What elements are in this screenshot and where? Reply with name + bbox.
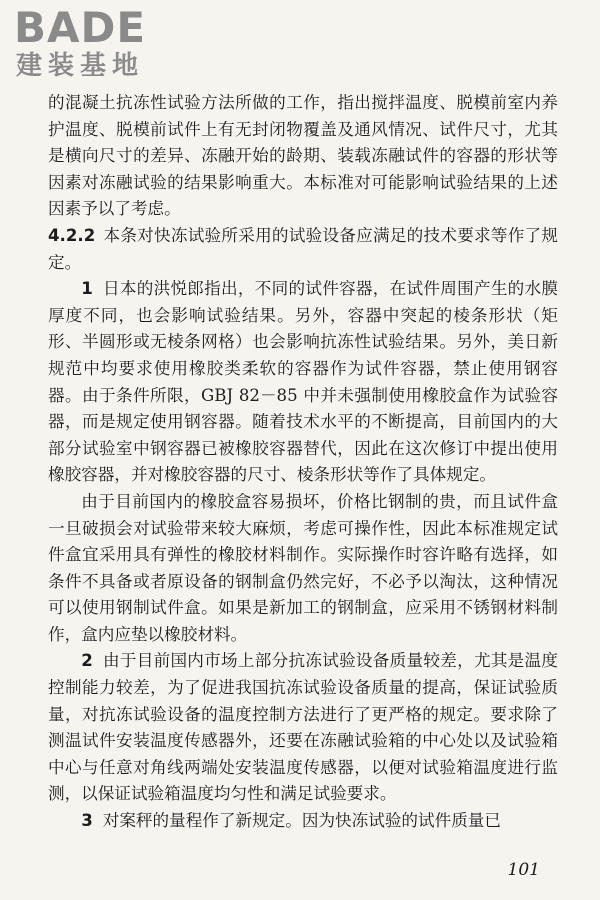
logo-brand: BADE	[14, 3, 147, 52]
bade-logo	[14, 3, 184, 84]
document-body	[48, 90, 558, 835]
section-number: 4.2.2	[48, 225, 96, 245]
logo-subtitle: 建装基地	[16, 51, 145, 81]
paragraph-text: 对案秤的量程作了新规定。因为快冻试验的试件质量已	[102, 811, 501, 831]
item-number: 3	[81, 811, 93, 831]
section-4-2-2	[48, 223, 558, 276]
item-1-continuation	[48, 489, 558, 649]
item-3	[48, 808, 558, 835]
item-2	[48, 648, 558, 808]
paragraph-text: 由于目前国内的橡胶盒容易损坏，价格比钢制的贵，而且试件盒一旦破损会对试验带来较大麻烦，考虑可操作性，因此本标准规定试件盒宜采用具有弹性的橡胶材料制作。实际操作时容许略有选择，如条件不具备或者原设备的钢制盒仍然完好，不必予以淘汰，这种情况可以使用钢制试件盒。如果是新加工的钢制盒，应采用不锈钢材料制作，盒内应垫以橡胶材料。	[48, 491, 558, 644]
paragraph-text: 本条对快冻试验所采用的试验设备应满足的技术要求等作了规定。	[48, 225, 558, 272]
paragraph-continuation	[48, 90, 558, 223]
item-number: 1	[81, 279, 93, 299]
paragraph-text: 日本的洪悦郎指出，不同的试件容器，在试件周围产生的水膜厚度不同，也会影响试验结果。另外，容器中突起的棱条形状（矩形、半圆形或无棱条网格）也会影响抗冻性试验结果。另外，美日新规范中均要求使用橡胶类柔软的容器作为试件容器，禁止使用钢容器。由于条件所限，GBJ 82－85 中并未强制使用橡胶盒作为试验容器，而是规定使用钢容器。随着技术水平的不断提高，目前国内的大部分试验室中钢容器已被橡胶容器替代，因此在这次修订中提出使用橡胶容器，并对橡胶容器的尺寸、棱条形状等作了具体规定。	[48, 279, 558, 485]
paragraph-text: 由于目前国内市场上部分抗冻试验设备质量较差，尤其是温度控制能力较差，为了促进我国抗冻试验设备质量的提高，保证试验质量，对抗冻试验设备的温度控制方法进行了更严格的规定。要求除了测温试件安装温度传感器外，还要在冻融试验箱的中心处以及试验箱中心与任意对角线两端处安装温度传感器，以便对试验箱温度进行监测，以保证试验箱温度均匀性和满足试验要求。	[48, 651, 558, 804]
page-number: 101	[507, 860, 540, 880]
paragraph-text: 的混凝土抗冻性试验方法所做的工作，指出搅拌温度、脱模前室内养护温度、脱模前试件上有无封闭物覆盖及通风情况、试件尺寸，尤其是横向尺寸的差异、冻融开始的龄期、装载冻融试件的容器的形状等因素对冻融试验的结果影响重大。本标准对可能影响试验结果的上述因素予以了考虑。	[48, 93, 558, 219]
item-1	[48, 276, 558, 489]
item-number: 2	[81, 651, 93, 671]
